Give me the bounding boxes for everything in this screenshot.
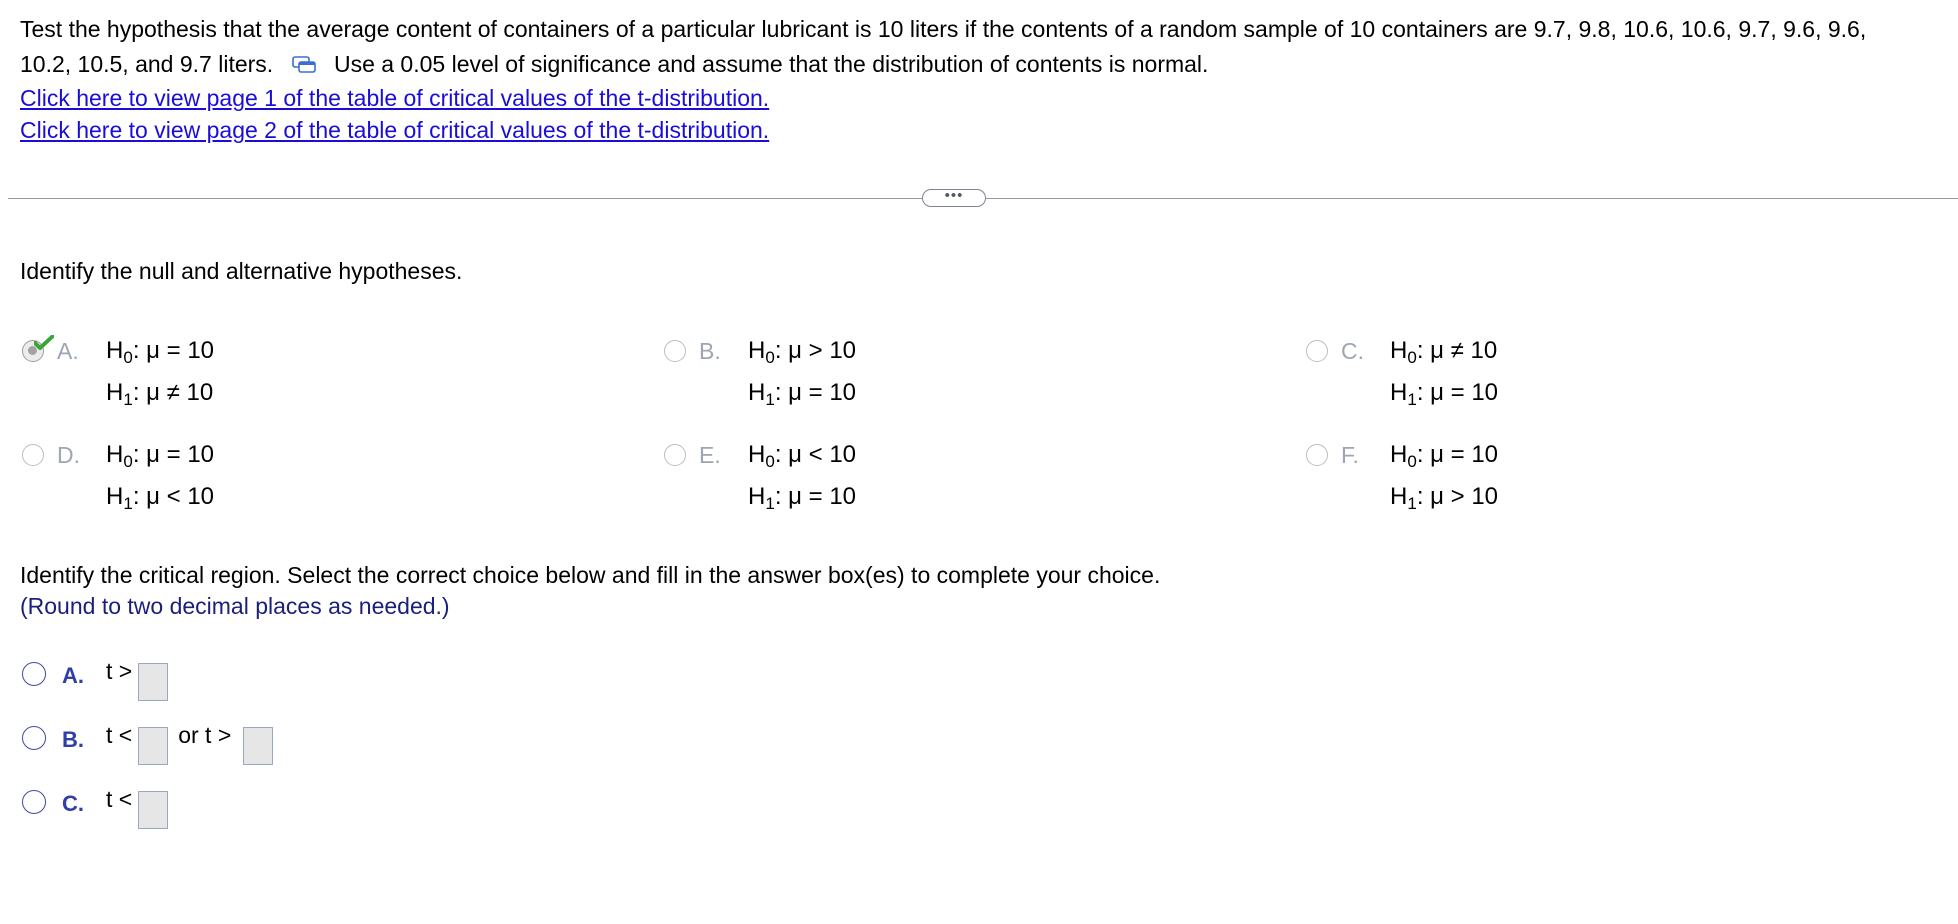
option-letter: F.: [1341, 442, 1359, 468]
t-table-page1-link[interactable]: Click here to view page 1 of the table of critical values of the t-distribution.: [20, 85, 770, 111]
h1-value: μ > 10: [1430, 483, 1499, 510]
h0-value: μ > 10: [788, 337, 857, 364]
t-table-page2-link[interactable]: Click here to view page 2 of the table of critical values of the t-distribution.: [20, 117, 770, 143]
question-text: [20, 12, 1920, 146]
critical-option-a-label: t >: [106, 658, 133, 684]
h0-value: μ = 10: [1430, 441, 1499, 468]
critical-option-c-label: t <: [106, 786, 133, 812]
radio-critical-c[interactable]: [22, 790, 46, 814]
h0-value: μ < 10: [788, 441, 857, 468]
answer-box-a[interactable]: [138, 663, 168, 701]
h1-value: μ ≠ 10: [146, 379, 214, 406]
radio-e[interactable]: [664, 444, 686, 466]
radio-f[interactable]: [1306, 444, 1328, 466]
critical-option-b-or-label: or t >: [178, 722, 232, 748]
answer-box-b-upper[interactable]: [243, 727, 273, 765]
option-letter: C.: [62, 791, 84, 816]
radio-critical-b[interactable]: [22, 726, 46, 750]
question-text-part2: Use a 0.05 level of significance and assume that the distribution of contents is normal.: [333, 51, 1209, 77]
h0-value: μ = 10: [146, 337, 215, 364]
hypotheses-prompt: Identify the null and alternative hypotheses.: [20, 258, 463, 284]
option-letter: B.: [62, 727, 84, 752]
critical-region-instructions: Identify the critical region. Select the correct choice below and fill in the answer box(es) to complete your choice.: [20, 562, 1161, 588]
h1-value: μ = 10: [1430, 379, 1499, 406]
radio-d[interactable]: [22, 444, 44, 466]
option-letter: A.: [62, 663, 84, 688]
option-letter: A.: [57, 338, 79, 364]
expand-more-button[interactable]: •••: [922, 189, 986, 207]
option-letter: D.: [57, 442, 80, 468]
radio-critical-a[interactable]: [22, 662, 46, 686]
h1-value: μ < 10: [146, 483, 215, 510]
h1-value: μ = 10: [788, 379, 857, 406]
radio-b[interactable]: [664, 340, 686, 362]
copy-data-icon[interactable]: [292, 49, 316, 67]
h0-value: μ = 10: [146, 441, 215, 468]
h1-value: μ = 10: [788, 483, 857, 510]
option-letter: B.: [699, 338, 721, 364]
checkmark-icon: [34, 330, 54, 346]
answer-box-c[interactable]: [138, 791, 168, 829]
critical-option-b-label: t <: [106, 722, 133, 748]
question-text-part1: Test the hypothesis that the average content of containers of a particular lubricant is 10 liters if the contents of a random sample of 10 containers are 9.7, 9.8, 10.6, 10.6, 9.7, 9.6, 9.6, 10.2, 10.5, and 9.7 liters.: [20, 16, 1867, 77]
answer-box-b-lower[interactable]: [138, 727, 168, 765]
critical-region-prompt: [20, 560, 1160, 622]
option-letter: C.: [1341, 338, 1364, 364]
radio-c[interactable]: [1306, 340, 1328, 362]
option-letter: E.: [699, 442, 721, 468]
h0-value: μ ≠ 10: [1430, 337, 1498, 364]
rounding-hint: (Round to two decimal places as needed.): [20, 593, 450, 619]
